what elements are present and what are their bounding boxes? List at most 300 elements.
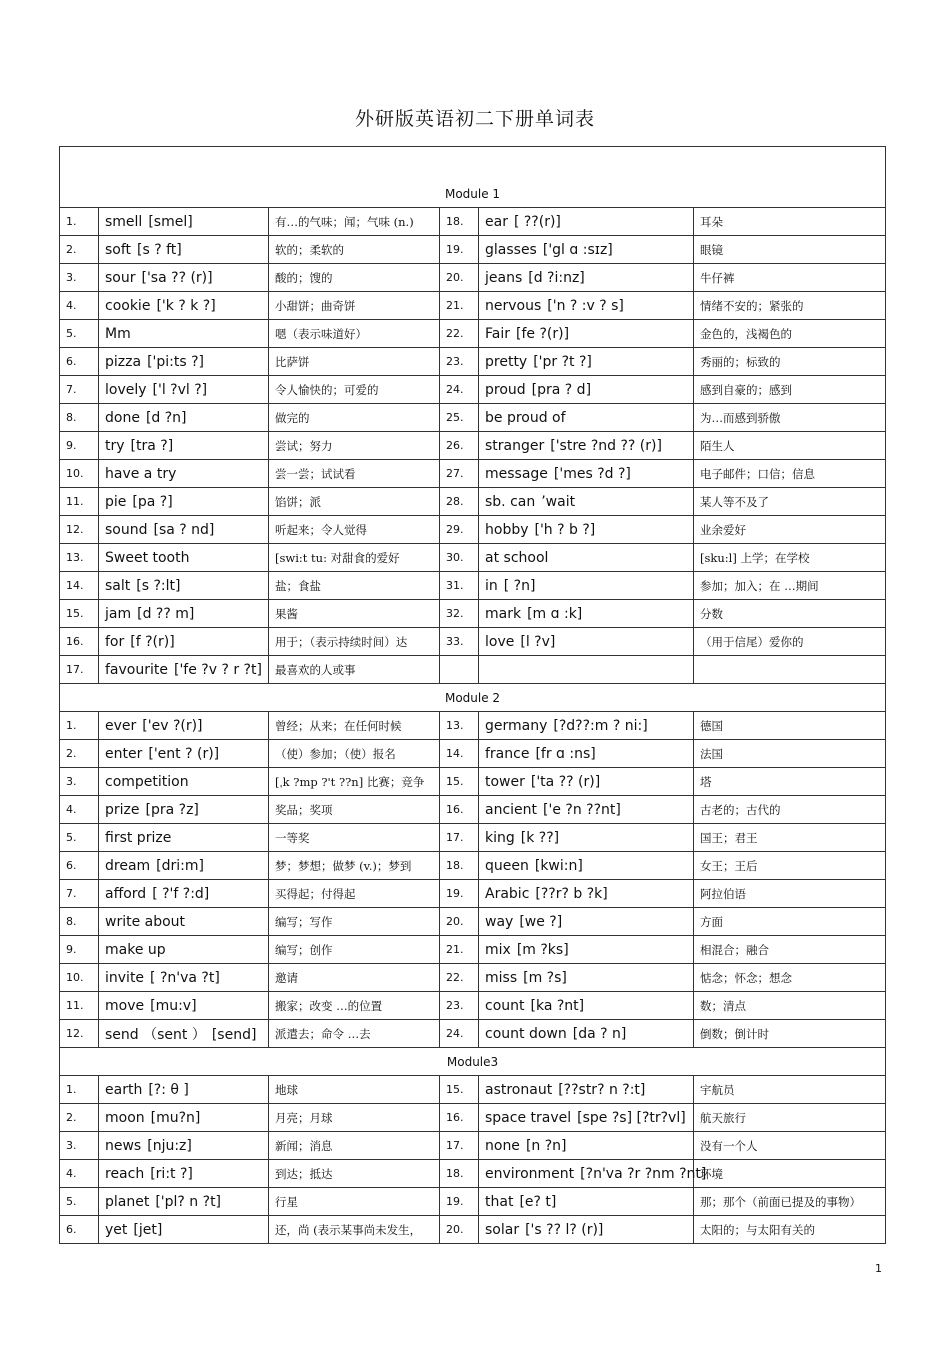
word: reach — [105, 1165, 145, 1182]
entry-number: 9. — [60, 936, 99, 964]
entry-number: 16. — [440, 1104, 479, 1132]
word: sour — [105, 269, 136, 286]
phonetic: [kwi:n] — [534, 857, 583, 874]
word: Arabic — [485, 885, 530, 902]
word: proud — [485, 381, 526, 398]
table-row — [60, 796, 886, 824]
word-cell — [99, 1020, 269, 1048]
meaning-cell: 分数 — [694, 600, 886, 628]
word: space travel — [485, 1109, 572, 1126]
word: message — [485, 465, 548, 482]
module-header — [60, 684, 886, 712]
meaning-cell: 参加；加入；在 …期间 — [694, 572, 886, 600]
word-cell — [99, 544, 269, 572]
word: mix — [485, 941, 511, 958]
phonetic: [sa ? nd] — [153, 521, 215, 538]
entry-number: 19. — [440, 1188, 479, 1216]
phonetic: [jet] — [133, 1221, 163, 1238]
word: move — [105, 997, 145, 1014]
word-cell — [99, 348, 269, 376]
word: jeans — [485, 269, 523, 286]
word-cell — [99, 936, 269, 964]
meaning-cell: [sku:l] 上学；在学校 — [694, 544, 886, 572]
module-label: Module 1 — [60, 147, 886, 208]
phonetic: [d ?? m] — [137, 605, 195, 622]
meaning-cell: 比萨饼 — [269, 348, 440, 376]
word: pie — [105, 493, 127, 510]
table-row — [60, 488, 886, 516]
entry-number: 7. — [60, 880, 99, 908]
word-cell — [479, 460, 694, 488]
word: ancient — [485, 801, 538, 818]
entry-number: 8. — [60, 404, 99, 432]
entry-number — [440, 656, 479, 684]
table-row — [60, 1076, 886, 1104]
word-cell — [479, 1076, 694, 1104]
meaning-cell: 太阳的；与太阳有关的 — [694, 1216, 886, 1244]
entry-number: 10. — [60, 460, 99, 488]
table-row — [60, 572, 886, 600]
word: ever — [105, 717, 137, 734]
phonetic: [dri:m] — [156, 857, 204, 874]
word: pretty — [485, 353, 528, 370]
word: Mm — [105, 325, 131, 342]
entry-number: 27. — [440, 460, 479, 488]
phonetic: [ ?'f ?:d] — [152, 885, 210, 902]
word-cell — [479, 740, 694, 768]
entry-number: 24. — [440, 376, 479, 404]
table-row — [60, 964, 886, 992]
entry-number: 26. — [440, 432, 479, 460]
meaning-cell: 耳朵 — [694, 208, 886, 236]
entry-number: 15. — [440, 768, 479, 796]
entry-number: 9. — [60, 432, 99, 460]
module-header — [60, 1048, 886, 1076]
entry-number: 21. — [440, 292, 479, 320]
meaning-cell: 用于；（表示持续时间）达 — [269, 628, 440, 656]
meaning-cell: 方面 — [694, 908, 886, 936]
phonetic: ['mes ?d ?] — [553, 465, 631, 482]
phonetic: [fe ?(r)] — [516, 325, 570, 342]
word-cell — [479, 572, 694, 600]
meaning-cell: 德国 — [694, 712, 886, 740]
meaning-cell: （使）参加；（使）报名 — [269, 740, 440, 768]
word-cell — [99, 208, 269, 236]
table-row — [60, 656, 886, 684]
word-cell — [479, 432, 694, 460]
phonetic: ['e ?n ??nt] — [543, 801, 621, 818]
meaning-cell: 陌生人 — [694, 432, 886, 460]
meaning-cell: 令人愉快的；可爱的 — [269, 376, 440, 404]
word-cell — [99, 852, 269, 880]
entry-number: 19. — [440, 880, 479, 908]
meaning-cell: 最喜欢的人或事 — [269, 656, 440, 684]
phonetic: ['gl ɑ :sɪz] — [542, 241, 613, 258]
word-cell — [479, 1188, 694, 1216]
phonetic: [l ?v] — [520, 633, 556, 650]
word-cell — [99, 964, 269, 992]
entry-number: 11. — [60, 992, 99, 1020]
table-row — [60, 320, 886, 348]
word: earth — [105, 1081, 143, 1098]
meaning-cell: 邀请 — [269, 964, 440, 992]
word: none — [485, 1137, 520, 1154]
meaning-cell: 电子邮件；口信；信息 — [694, 460, 886, 488]
table-row — [60, 1104, 886, 1132]
word: afford — [105, 885, 147, 902]
meaning-cell: 果酱 — [269, 600, 440, 628]
meaning-cell: 买得起；付得起 — [269, 880, 440, 908]
word-cell — [99, 320, 269, 348]
table-row — [60, 992, 886, 1020]
word: sound — [105, 521, 148, 538]
word-cell — [99, 572, 269, 600]
meaning-cell: 某人等不及了 — [694, 488, 886, 516]
word: queen — [485, 857, 529, 874]
word-cell — [99, 460, 269, 488]
table-row — [60, 1132, 886, 1160]
meaning-cell: 情绪不安的；紧张的 — [694, 292, 886, 320]
meaning-cell: （用于信尾）爱你的 — [694, 628, 886, 656]
entry-number: 4. — [60, 796, 99, 824]
phonetic: ['fe ?v ? r ?t] — [173, 661, 262, 678]
word: favourite — [105, 661, 168, 678]
word: for — [105, 633, 125, 650]
word: competition — [105, 773, 189, 790]
word-cell — [479, 376, 694, 404]
phonetic: [send] — [211, 1026, 257, 1043]
meaning-cell: 盐；食盐 — [269, 572, 440, 600]
phonetic: [ ?n'va ?t] — [150, 969, 220, 986]
word: Sweet tooth — [105, 549, 190, 566]
table-row — [60, 544, 886, 572]
entry-number: 20. — [440, 908, 479, 936]
entry-number: 18. — [440, 852, 479, 880]
meaning-cell: 编写；创作 — [269, 936, 440, 964]
table-row — [60, 404, 886, 432]
entry-number: 18. — [440, 1160, 479, 1188]
word-cell — [99, 768, 269, 796]
word: nervous — [485, 297, 542, 314]
word: stranger — [485, 437, 545, 454]
meaning-cell: 搬家；改变 …的位置 — [269, 992, 440, 1020]
table-row — [60, 908, 886, 936]
entry-number: 15. — [440, 1076, 479, 1104]
phonetic: ['ent ? (r)] — [148, 745, 220, 762]
phonetic: [mu:v] — [150, 997, 197, 1014]
phonetic: ['ev ?(r)] — [142, 717, 203, 734]
phonetic: [n ?n] — [525, 1137, 567, 1154]
meaning-cell: 倒数；倒计时 — [694, 1020, 886, 1048]
table-row — [60, 432, 886, 460]
entry-number: 5. — [60, 824, 99, 852]
word-cell — [99, 1104, 269, 1132]
entry-number: 33. — [440, 628, 479, 656]
phonetic: [e? t] — [519, 1193, 557, 1210]
table-row — [60, 292, 886, 320]
word-cell — [479, 964, 694, 992]
table-row — [60, 264, 886, 292]
entry-number: 16. — [60, 628, 99, 656]
word: miss — [485, 969, 518, 986]
word: pizza — [105, 353, 142, 370]
entry-number: 4. — [60, 292, 99, 320]
word-cell — [99, 264, 269, 292]
word-cell — [479, 1020, 694, 1048]
entry-number: 3. — [60, 768, 99, 796]
table-row — [60, 880, 886, 908]
phonetic: ['pi:ts ?] — [147, 353, 204, 370]
phonetic: [??r? b ?k] — [535, 885, 608, 902]
word: have a try — [105, 465, 177, 482]
word-cell — [99, 404, 269, 432]
meaning-cell: 环境 — [694, 1160, 886, 1188]
entry-number: 25. — [440, 404, 479, 432]
meaning-cell: 地球 — [269, 1076, 440, 1104]
entry-number: 5. — [60, 320, 99, 348]
entry-number: 14. — [440, 740, 479, 768]
meaning-cell: 尝试；努力 — [269, 432, 440, 460]
meaning-cell: 业余爱好 — [694, 516, 886, 544]
entry-number: 16. — [440, 796, 479, 824]
entry-number: 13. — [440, 712, 479, 740]
word: be proud of — [485, 409, 566, 426]
phonetic: [?: θ ] — [148, 1081, 189, 1098]
table-row — [60, 712, 886, 740]
word: in — [485, 577, 498, 594]
meaning-cell: 金色的，浅褐色的 — [694, 320, 886, 348]
vocabulary-table — [59, 146, 886, 1244]
entry-number: 6. — [60, 1216, 99, 1244]
entry-number: 17. — [440, 1132, 479, 1160]
phonetic: ['ta ?? (r)] — [530, 773, 601, 790]
phonetic: [pra ? d] — [531, 381, 592, 398]
entry-number: 1. — [60, 1076, 99, 1104]
word-cell — [479, 628, 694, 656]
phonetic: [?n'va ?r ?nm ?nt] — [580, 1165, 707, 1182]
meaning-cell: 感到自豪的；感到 — [694, 376, 886, 404]
word: jam — [105, 605, 132, 622]
word-cell — [99, 796, 269, 824]
word: germany — [485, 717, 548, 734]
phonetic: [f ?(r)] — [130, 633, 175, 650]
meaning-cell: 惦念；怀念；想念 — [694, 964, 886, 992]
word-cell — [479, 292, 694, 320]
entry-number: 2. — [60, 236, 99, 264]
meaning-cell: 阿拉伯语 — [694, 880, 886, 908]
entry-number: 20. — [440, 1216, 479, 1244]
word: that — [485, 1193, 514, 1210]
word: Fair — [485, 325, 510, 342]
word: done — [105, 409, 140, 426]
phonetic: [spe ?s] [?tr?vl] — [577, 1109, 686, 1126]
phonetic: [fr ɑ :ns] — [535, 745, 596, 762]
meaning-cell: 法国 — [694, 740, 886, 768]
phonetic: ['s ?? l? (r)] — [525, 1221, 604, 1238]
word: solar — [485, 1221, 520, 1238]
phonetic: [k ??] — [520, 829, 560, 846]
table-row — [60, 936, 886, 964]
meaning-cell: 数；清点 — [694, 992, 886, 1020]
word: yet — [105, 1221, 128, 1238]
word: dream — [105, 857, 151, 874]
word: smell — [105, 213, 143, 230]
word: france — [485, 745, 530, 762]
word-cell — [479, 404, 694, 432]
phonetic: [tra ?] — [130, 437, 174, 454]
meaning-cell: 古老的；古代的 — [694, 796, 886, 824]
meaning-cell: 软的；柔软的 — [269, 236, 440, 264]
phonetic: ['k ? k ?] — [156, 297, 216, 314]
entry-number: 18. — [440, 208, 479, 236]
word-cell — [479, 1132, 694, 1160]
meaning-cell: 宇航员 — [694, 1076, 886, 1104]
meaning-cell: 相混合；融合 — [694, 936, 886, 964]
meaning-cell: 小甜饼；曲奇饼 — [269, 292, 440, 320]
meaning-cell: 到达；抵达 — [269, 1160, 440, 1188]
word-cell — [99, 880, 269, 908]
word: make up — [105, 941, 166, 958]
word: astronaut — [485, 1081, 553, 1098]
meaning-cell: 听起来；令人觉得 — [269, 516, 440, 544]
word-cell — [479, 1104, 694, 1132]
table-row — [60, 768, 886, 796]
meaning-cell: 牛仔裤 — [694, 264, 886, 292]
meaning-cell: 国王；君王 — [694, 824, 886, 852]
meaning-cell: 派遣去；命令 …去 — [269, 1020, 440, 1048]
phonetic: [ ?n] — [503, 577, 536, 594]
phonetic: [??str? n ?:t] — [558, 1081, 646, 1098]
module-header — [60, 147, 886, 208]
entry-number: 3. — [60, 264, 99, 292]
word-cell — [99, 1160, 269, 1188]
word: news — [105, 1137, 142, 1154]
word-cell — [99, 740, 269, 768]
page-number: 1 — [875, 1262, 882, 1275]
word-cell — [479, 264, 694, 292]
entry-number: 20. — [440, 264, 479, 292]
entry-number: 17. — [60, 656, 99, 684]
word: soft — [105, 241, 132, 258]
entry-number: 5. — [60, 1188, 99, 1216]
entry-number: 2. — [60, 740, 99, 768]
word-cell — [99, 1076, 269, 1104]
meaning-cell: [ˌk ?mp ?'t ??n] 比赛；竞争 — [269, 768, 440, 796]
word-cell — [479, 880, 694, 908]
meaning-cell: 馅饼；派 — [269, 488, 440, 516]
phonetic: [smel] — [148, 213, 193, 230]
entry-number: 1. — [60, 208, 99, 236]
word: invite — [105, 969, 145, 986]
meaning-cell: 尝一尝；试试看 — [269, 460, 440, 488]
entry-number: 11. — [60, 488, 99, 516]
meaning-cell: 嗯（表示味道好） — [269, 320, 440, 348]
entry-number: 3. — [60, 1132, 99, 1160]
phonetic: [nju:z] — [147, 1137, 192, 1154]
meaning-cell: 秀丽的；标致的 — [694, 348, 886, 376]
word-cell — [99, 292, 269, 320]
table-row — [60, 1188, 886, 1216]
entry-number: 8. — [60, 908, 99, 936]
phonetic: [ka ?nt] — [530, 997, 585, 1014]
meaning-cell: [swi:t tu: 对甜食的爱好 — [269, 544, 440, 572]
entry-number: 31. — [440, 572, 479, 600]
meaning-cell: 奖品；奖项 — [269, 796, 440, 824]
meaning-cell: 月亮；月球 — [269, 1104, 440, 1132]
word-cell — [99, 908, 269, 936]
entry-number: 7. — [60, 376, 99, 404]
word-cell — [99, 516, 269, 544]
phonetic: ['l ?vl ?] — [152, 381, 208, 398]
phonetic: [pra ?z] — [145, 801, 199, 818]
meaning-cell: 编写；写作 — [269, 908, 440, 936]
word-cell — [99, 488, 269, 516]
word-cell — [479, 488, 694, 516]
phonetic: ['n ? :v ? s] — [547, 297, 624, 314]
meaning-cell: 行星 — [269, 1188, 440, 1216]
word: lovely — [105, 381, 147, 398]
word-cell — [99, 1132, 269, 1160]
entry-number: 23. — [440, 992, 479, 1020]
entry-number: 30. — [440, 544, 479, 572]
phonetic: ['pr ?t ?] — [533, 353, 592, 370]
table-row — [60, 208, 886, 236]
word-cell — [99, 236, 269, 264]
page-title: 外研版英语初二下册单词表 — [354, 108, 595, 130]
phonetic: ['sa ?? (r)] — [141, 269, 213, 286]
phonetic: ’wait — [541, 493, 576, 510]
phonetic: [s ? ft] — [137, 241, 182, 258]
word: count down — [485, 1025, 567, 1042]
word-cell — [99, 992, 269, 1020]
entry-number: 1. — [60, 712, 99, 740]
table-row — [60, 516, 886, 544]
word-cell — [99, 628, 269, 656]
word-cell — [479, 236, 694, 264]
word-cell — [99, 712, 269, 740]
word-cell — [479, 516, 694, 544]
table-row — [60, 1020, 886, 1048]
entry-number: 12. — [60, 1020, 99, 1048]
word: at school — [485, 549, 549, 566]
word: cookie — [105, 297, 151, 314]
phonetic: [d ?i:nz] — [528, 269, 585, 286]
phonetic: ['h ? b ?] — [534, 521, 596, 538]
word-cell — [479, 1160, 707, 1188]
word-cell — [479, 544, 694, 572]
meaning-cell: 曾经；从来；在任何时候 — [269, 712, 440, 740]
entry-number: 13. — [60, 544, 99, 572]
table-row — [60, 852, 886, 880]
table-row — [60, 376, 886, 404]
word: way — [485, 913, 514, 930]
word-cell — [99, 432, 269, 460]
table-row — [60, 600, 886, 628]
table-row — [60, 824, 886, 852]
word-cell — [479, 796, 694, 824]
phonetic: [s ?:lt] — [136, 577, 181, 594]
meaning-cell: 还，尚 (表示某事尚未发生， — [269, 1216, 440, 1244]
table-row — [60, 460, 886, 488]
word-cell — [479, 712, 694, 740]
meaning-cell: 那；那个（前面已提及的事物） — [694, 1188, 886, 1216]
phonetic: [m ?s] — [523, 969, 567, 986]
word-cell — [479, 908, 694, 936]
meaning-cell: 没有一个人 — [694, 1132, 886, 1160]
phonetic: [m ?ks] — [516, 941, 569, 958]
entry-number: 15. — [60, 600, 99, 628]
word: prize — [105, 801, 140, 818]
